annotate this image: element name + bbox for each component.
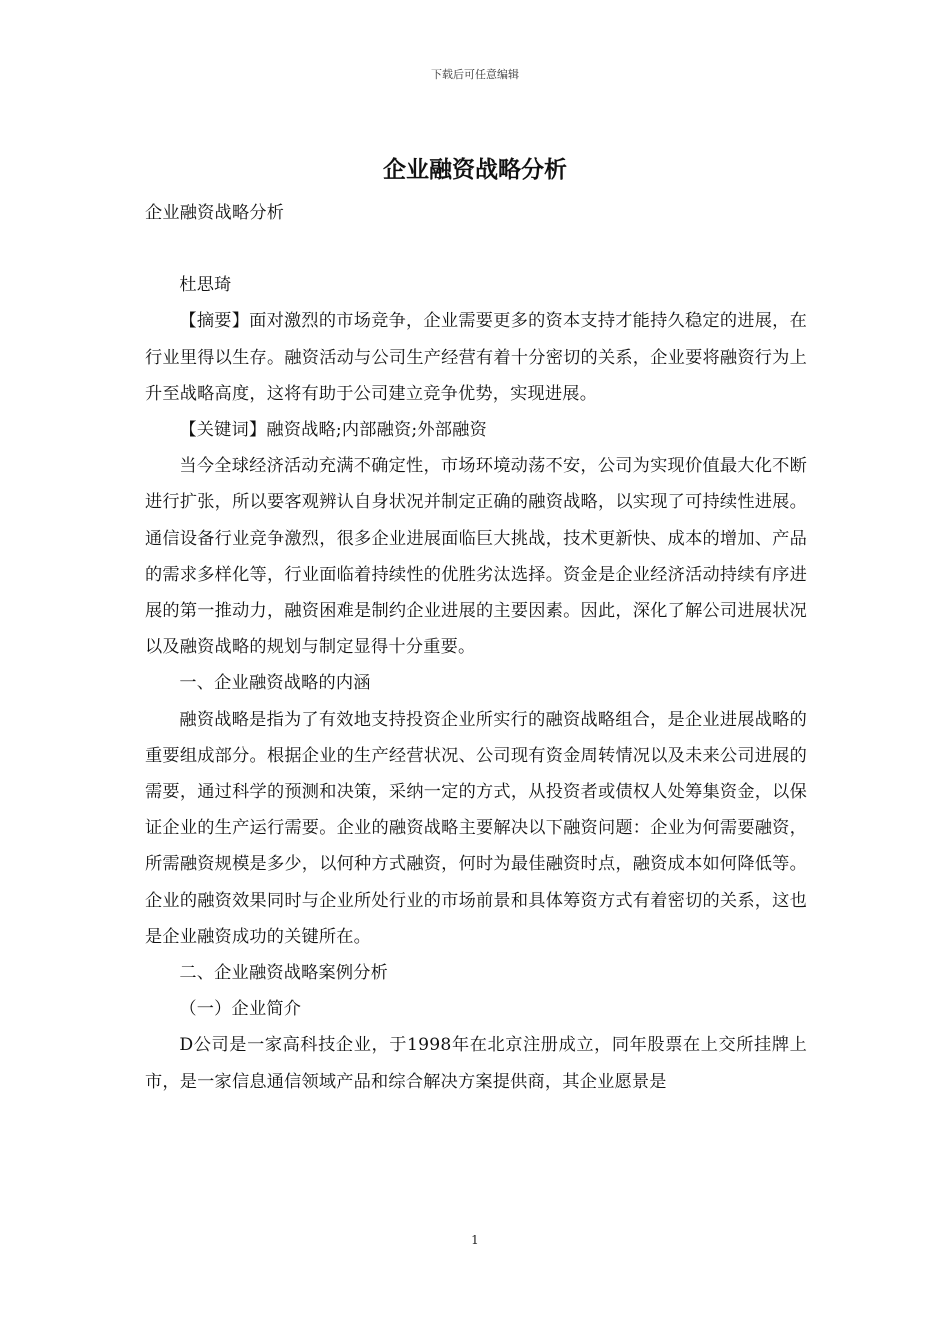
document-title: 企业融资战略分析: [383, 157, 567, 183]
intro-paragraph: 当今全球经济活动充满不确定性，市场环境动荡不安，公司为实现价值最大化不断进行扩张，所以要客观辨认自身状况并制定正确的融资战略，以实现了可持续性进展。通信设备行业竞争激烈，很多企业进展面临巨大挑战，技术更新快、成本的增加、产品的需求多样化等，行业面临着持续性的优胜劣汰选择。资金是企业经济活动持续有序进展的第一推动力，融资困难是制约企业进展的主要因素。因此，深化了解公司进展状况以及融资战略的规划与制定显得十分重要。: [145, 456, 807, 658]
section1-heading: 一、企业融资战略的内涵: [179, 673, 371, 694]
document-subtitle: 企业融资战略分析: [145, 203, 285, 223]
document-body: [145, 195, 807, 1100]
abstract-paragraph: 【摘要】面对激烈的市场竞争，企业需要更多的资本支持才能持久稳定的进展，在行业里得以生存。融资活动与公司生产经营有着十分密切的关系，企业要将融资行为上升至战略高度，这将有助于公司建立竞争优势，实现进展。: [145, 311, 807, 404]
section2-heading: 二、企业融资战略案例分析: [179, 963, 389, 984]
author-name: 杜思琦: [179, 275, 232, 296]
header-note: 下载后可任意编辑: [431, 68, 519, 81]
section2-sub1-paragraph: D公司是一家高科技企业，于1998年在北京注册成立，同年股票在上交所挂牌上市，是一家信息通信领域产品和综合解决方案提供商，其企业愿景是: [145, 1035, 807, 1092]
blank-line: [145, 231, 807, 267]
section2-sub1-heading: （一）企业简介: [179, 999, 302, 1020]
keywords-paragraph: 【关键词】融资战略;内部融资;外部融资: [179, 420, 487, 441]
section1-paragraph: 融资战略是指为了有效地支持投资企业所实行的融资战略组合，是企业进展战略的重要组成部分。根据企业的生产经营状况、公司现有资金周转情况以及未来公司进展的需要，通过科学的预测和决策，采纳一定的方式，从投资者或债权人处筹集资金，以保证企业的生产运行需要。企业的融资战略主要解决以下融资问题：企业为何需要融资，所需融资规模是多少，以何种方式融资，何时为最佳融资时点，融资成本如何降低等。企业的融资效果同时与企业所处行业的市场前景和具体筹资方式有着密切的关系，这也是企业融资成功的关键所在。: [145, 709, 807, 947]
page-number: 1: [471, 1233, 479, 1247]
